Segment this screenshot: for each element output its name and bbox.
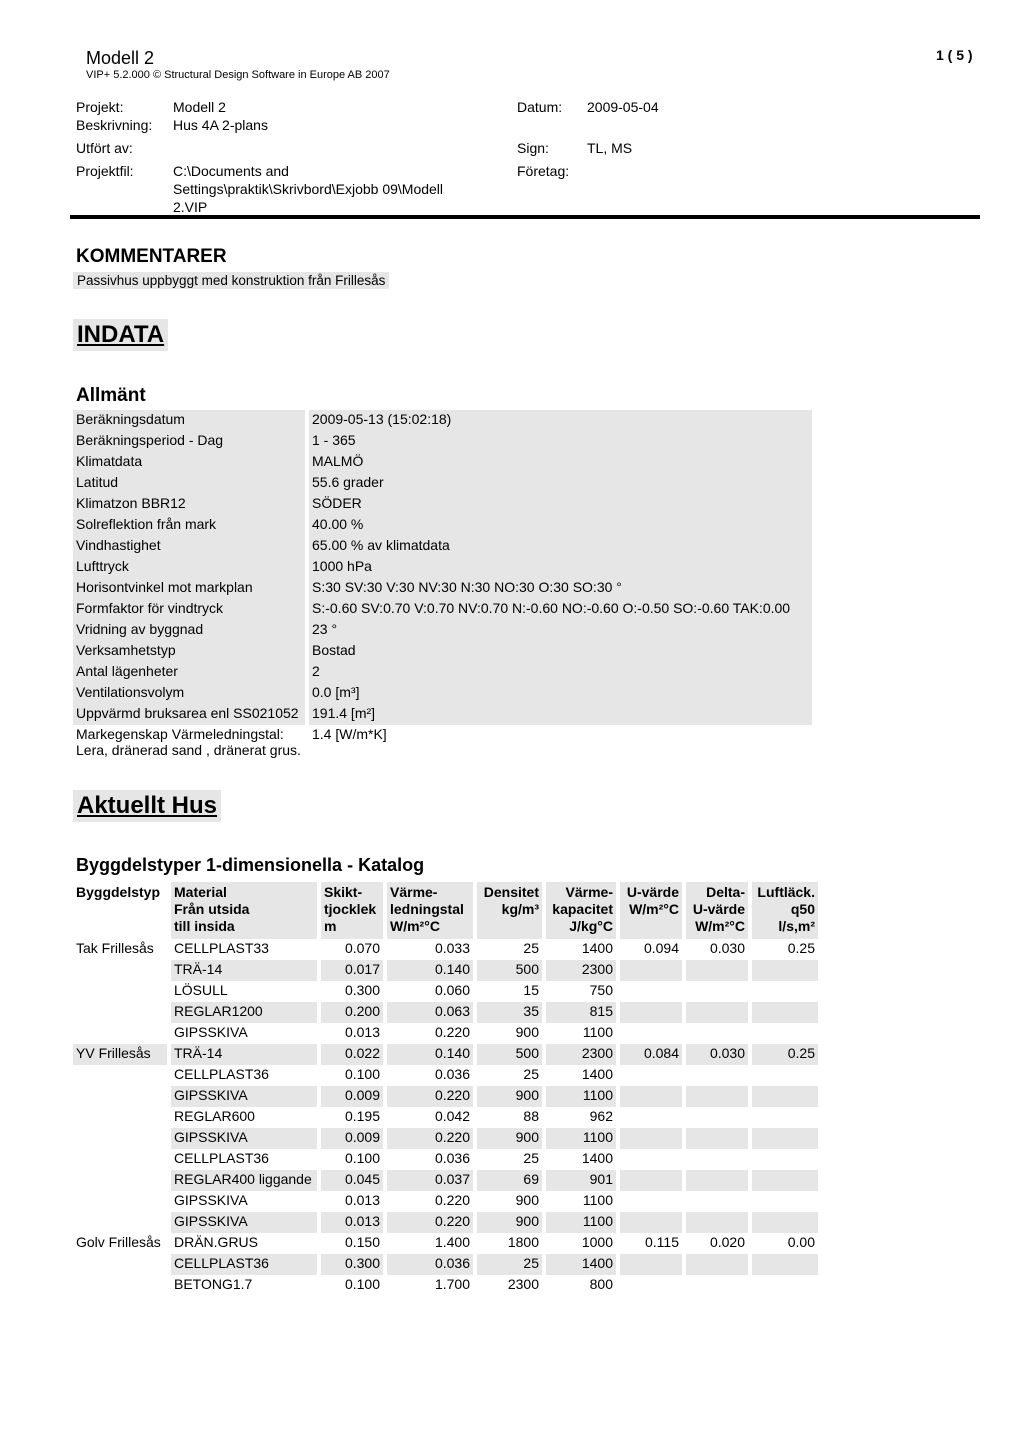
- value-cell: 1.400: [387, 1233, 477, 1254]
- value-cell: 500: [477, 1044, 546, 1065]
- value-cell: 88: [477, 1107, 546, 1128]
- value-cell: [620, 1002, 686, 1023]
- katalog-header-line: Värme-: [565, 884, 613, 900]
- allmant-key: [73, 494, 309, 515]
- datum-value: 2009-05-04: [587, 99, 659, 115]
- allmant-row: [73, 641, 812, 662]
- allmant-row: [73, 494, 812, 515]
- value-cell: 900: [477, 1212, 546, 1233]
- foretag-label: Företag:: [517, 163, 570, 179]
- value-cell: 15: [477, 981, 546, 1002]
- value-cell: [752, 1002, 822, 1023]
- value-cell: 0.022: [321, 1044, 387, 1065]
- katalog-column-header: [73, 882, 171, 939]
- projektfil-label: Projektfil:: [76, 163, 134, 179]
- value-cell: 0.140: [387, 1044, 477, 1065]
- katalog-header-line: tjocklek: [324, 901, 377, 917]
- allmant-value: 1 - 365: [309, 431, 812, 452]
- value-cell: 0.013: [321, 1212, 387, 1233]
- allmant-key: [73, 557, 309, 578]
- byggdelstyp-cell: [73, 1212, 171, 1233]
- value-cell: 500: [477, 960, 546, 981]
- material-cell: REGLAR400 liggande: [171, 1170, 321, 1191]
- value-cell: [686, 981, 752, 1002]
- byggdelstyp-cell: Golv Frillesås: [73, 1233, 171, 1254]
- value-cell: [752, 1254, 822, 1275]
- byggdelstyp-cell: [73, 1065, 171, 1086]
- allmant-key-text: Solreflektion från mark: [76, 516, 217, 532]
- sign-label: Sign:: [517, 140, 549, 156]
- value-cell: 800: [546, 1275, 620, 1296]
- allmant-value: 55.6 grader: [309, 473, 812, 494]
- katalog-header-line: l/s,m²: [778, 918, 815, 934]
- value-cell: 2300: [546, 960, 620, 981]
- katalog-header-line: Värme-: [390, 884, 438, 900]
- allmant-value: 0.0 [m³]: [309, 683, 812, 704]
- allmant-key: [73, 515, 309, 536]
- katalog-header-line: kapacitet: [552, 901, 613, 917]
- value-cell: [686, 1191, 752, 1212]
- allmant-row: [73, 704, 812, 725]
- material-cell: GIPSSKIVA: [171, 1212, 321, 1233]
- value-cell: [686, 1170, 752, 1191]
- byggdelstyp-cell: [73, 1128, 171, 1149]
- allmant-key-text: Beräkningsperiod - Dag: [76, 432, 224, 448]
- allmant-key-text: Beräkningsdatum: [76, 411, 185, 427]
- material-cell: REGLAR600: [171, 1107, 321, 1128]
- allmant-key: [73, 620, 309, 641]
- value-cell: [752, 1275, 822, 1296]
- allmant-key: [73, 452, 309, 473]
- allmant-row: [73, 725, 812, 759]
- value-cell: 0.200: [321, 1002, 387, 1023]
- value-cell: 2300: [546, 1044, 620, 1065]
- katalog-row: [73, 1233, 822, 1254]
- value-cell: 0.009: [321, 1086, 387, 1107]
- allmant-key-text: Verksamhetstyp: [76, 642, 176, 658]
- allmant-key-text: Latitud: [76, 474, 119, 490]
- software-credit: VIP+ 5.2.000 © Structural Design Software in Europe AB 2007: [86, 69, 390, 81]
- byggdelstyp-cell: [73, 1275, 171, 1296]
- value-cell: 1400: [546, 1065, 620, 1086]
- katalog-column-header: [387, 882, 477, 939]
- katalog-heading: Byggdelstyper 1-dimensionella - Katalog: [76, 855, 425, 875]
- allmant-key: [73, 704, 309, 725]
- value-cell: [686, 1065, 752, 1086]
- value-cell: 2300: [477, 1275, 546, 1296]
- kommentarer-heading: KOMMENTARER: [76, 246, 227, 267]
- value-cell: [620, 1191, 686, 1212]
- value-cell: 0.013: [321, 1191, 387, 1212]
- value-cell: 0.300: [321, 981, 387, 1002]
- katalog-header-line: U-värde: [692, 901, 745, 917]
- allmant-key: [73, 431, 309, 452]
- value-cell: [620, 1023, 686, 1044]
- allmant-value: MALMÖ: [309, 452, 812, 473]
- katalog-header-line: Material: [174, 884, 227, 900]
- value-cell: 1100: [546, 1023, 620, 1044]
- byggdelstyp-cell: [73, 1191, 171, 1212]
- material-cell: LÖSULL: [171, 981, 321, 1002]
- katalog-row: [73, 1002, 822, 1023]
- katalog-row: [73, 960, 822, 981]
- value-cell: [686, 1128, 752, 1149]
- value-cell: [620, 1107, 686, 1128]
- allmant-key: [73, 599, 309, 620]
- value-cell: [686, 1254, 752, 1275]
- allmant-key-text: Horisontvinkel mot markplan: [76, 579, 253, 595]
- value-cell: 0.25: [752, 939, 822, 960]
- byggdelstyp-cell: [73, 981, 171, 1002]
- value-cell: [686, 1107, 752, 1128]
- allmant-row: [73, 431, 812, 452]
- katalog-header-line: Densitet: [483, 884, 539, 900]
- header-divider: [70, 215, 980, 219]
- katalog-row: [73, 1254, 822, 1275]
- value-cell: [686, 1275, 752, 1296]
- value-cell: 1400: [546, 939, 620, 960]
- material-cell: BETONG1.7: [171, 1275, 321, 1296]
- value-cell: 962: [546, 1107, 620, 1128]
- katalog-header-line: q50: [790, 901, 815, 917]
- value-cell: 1100: [546, 1212, 620, 1233]
- byggdelstyp-cell: [73, 960, 171, 981]
- value-cell: [752, 1107, 822, 1128]
- katalog-header-line: U-värde: [626, 884, 679, 900]
- allmant-key-text: Lufttryck: [76, 558, 129, 574]
- value-cell: [752, 1191, 822, 1212]
- allmant-key: [73, 662, 309, 683]
- byggdelstyp-cell: YV Frillesås: [73, 1044, 171, 1065]
- value-cell: 0.033: [387, 939, 477, 960]
- value-cell: [686, 960, 752, 981]
- allmant-key-text: Klimatzon BBR12: [76, 495, 186, 511]
- value-cell: 0.25: [752, 1044, 822, 1065]
- value-cell: [752, 1128, 822, 1149]
- value-cell: 25: [477, 1254, 546, 1275]
- katalog-table: [73, 882, 822, 1296]
- katalog-header-line: W/m²°C: [695, 918, 745, 934]
- value-cell: 1.700: [387, 1275, 477, 1296]
- value-cell: 0.100: [321, 1149, 387, 1170]
- katalog-row: [73, 1149, 822, 1170]
- value-cell: 1000: [546, 1233, 620, 1254]
- value-cell: [686, 1023, 752, 1044]
- allmant-value: S:-0.60 SV:0.70 V:0.70 NV:0.70 N:-0.60 NO:-0.60 O:-0.50 SO:-0.60 TAK:0.00: [309, 599, 812, 620]
- katalog-header-line: Luftläck.: [757, 884, 815, 900]
- katalog-row: [73, 1023, 822, 1044]
- value-cell: 0.220: [387, 1086, 477, 1107]
- katalog-header-line: kg/m³: [501, 901, 539, 917]
- value-cell: 0.00: [752, 1233, 822, 1254]
- byggdelstyp-cell: [73, 1023, 171, 1044]
- allmant-row: [73, 599, 812, 620]
- material-cell: REGLAR1200: [171, 1002, 321, 1023]
- allmant-key-text: Antal lägenheter: [76, 663, 178, 679]
- allmant-key: [73, 410, 309, 431]
- material-cell: CELLPLAST36: [171, 1149, 321, 1170]
- byggdelstyp-cell: [73, 1170, 171, 1191]
- value-cell: 1100: [546, 1086, 620, 1107]
- value-cell: 0.013: [321, 1023, 387, 1044]
- value-cell: [620, 1212, 686, 1233]
- value-cell: 900: [477, 1086, 546, 1107]
- byggdelstyp-cell: [73, 1107, 171, 1128]
- value-cell: 1800: [477, 1233, 546, 1254]
- katalog-column-header: [686, 882, 752, 939]
- material-cell: GIPSSKIVA: [171, 1023, 321, 1044]
- value-cell: 0.220: [387, 1191, 477, 1212]
- material-cell: DRÄN.GRUS: [171, 1233, 321, 1254]
- value-cell: [620, 1149, 686, 1170]
- katalog-row: [73, 1107, 822, 1128]
- value-cell: 35: [477, 1002, 546, 1023]
- katalog-header-line: Skikt-: [324, 884, 363, 900]
- allmant-value: 191.4 [m²]: [309, 704, 812, 725]
- value-cell: [752, 1023, 822, 1044]
- katalog-column-header: [752, 882, 822, 939]
- value-cell: 900: [477, 1128, 546, 1149]
- allmant-key: [73, 683, 309, 704]
- value-cell: 1100: [546, 1191, 620, 1212]
- allmant-heading: Allmänt: [76, 385, 146, 406]
- katalog-row: [73, 939, 822, 960]
- value-cell: 0.009: [321, 1128, 387, 1149]
- value-cell: 0.220: [387, 1023, 477, 1044]
- allmant-key-text: Vridning av byggnad: [76, 621, 204, 637]
- aktuellt-hus-heading: Aktuellt Hus: [73, 790, 221, 822]
- projektfil-value: [173, 162, 443, 216]
- value-cell: [752, 981, 822, 1002]
- value-cell: [752, 1065, 822, 1086]
- value-cell: 0.060: [387, 981, 477, 1002]
- value-cell: [620, 960, 686, 981]
- allmant-value: 40.00 %: [309, 515, 812, 536]
- allmant-key-text: Formfaktor för vindtryck: [76, 600, 224, 616]
- allmant-key-text: Uppvärmd bruksarea enl SS021052: [76, 705, 299, 721]
- allmant-row: [73, 410, 812, 431]
- value-cell: [752, 1212, 822, 1233]
- value-cell: 1400: [546, 1254, 620, 1275]
- katalog-row: [73, 1212, 822, 1233]
- allmant-key: [73, 641, 309, 662]
- value-cell: 25: [477, 1149, 546, 1170]
- allmant-value: 2: [309, 662, 812, 683]
- beskrivning-value: Hus 4A 2-plans: [173, 117, 268, 133]
- value-cell: 0.063: [387, 1002, 477, 1023]
- allmant-row: [73, 662, 812, 683]
- value-cell: [752, 960, 822, 981]
- value-cell: 1100: [546, 1128, 620, 1149]
- allmant-key-text: Klimatdata: [76, 453, 143, 469]
- allmant-row: [73, 452, 812, 473]
- value-cell: 25: [477, 1065, 546, 1086]
- material-cell: GIPSSKIVA: [171, 1128, 321, 1149]
- katalog-column-header: [321, 882, 387, 939]
- katalog-header-line: till insida: [174, 918, 235, 934]
- allmant-key: [73, 725, 309, 759]
- value-cell: 0.037: [387, 1170, 477, 1191]
- value-cell: 750: [546, 981, 620, 1002]
- katalog-header-line: m: [324, 918, 337, 934]
- indata-heading: INDATA: [73, 319, 168, 351]
- byggdelstyp-cell: [73, 1086, 171, 1107]
- katalog-column-header: [546, 882, 620, 939]
- allmant-row: [73, 683, 812, 704]
- projekt-label: Projekt:: [76, 99, 124, 115]
- value-cell: [686, 1212, 752, 1233]
- projektfil-line: Settings\praktik\Skrivbord\Exjobb 09\Modell: [173, 181, 444, 197]
- katalog-column-header: [171, 882, 321, 939]
- value-cell: 900: [477, 1191, 546, 1212]
- value-cell: 0.036: [387, 1149, 477, 1170]
- allmant-row: [73, 536, 812, 557]
- allmant-value: Bostad: [309, 641, 812, 662]
- katalog-header-line: Byggdelstyp: [76, 884, 161, 900]
- value-cell: 0.030: [686, 1044, 752, 1065]
- value-cell: [620, 1065, 686, 1086]
- value-cell: 0.094: [620, 939, 686, 960]
- allmant-key-text: Vindhastighet: [76, 537, 161, 553]
- value-cell: 0.300: [321, 1254, 387, 1275]
- material-cell: TRÄ-14: [171, 960, 321, 981]
- value-cell: 0.017: [321, 960, 387, 981]
- projektfil-line: C:\Documents and: [173, 163, 289, 179]
- value-cell: [686, 1086, 752, 1107]
- projekt-value: Modell 2: [173, 99, 226, 115]
- material-cell: TRÄ-14: [171, 1044, 321, 1065]
- utfort-label: Utfört av:: [76, 140, 133, 156]
- allmant-key-text: Markegenskap Värmeledningstal:: [76, 726, 284, 742]
- katalog-header-line: W/m²°C: [390, 918, 440, 934]
- value-cell: [752, 1086, 822, 1107]
- value-cell: [620, 1128, 686, 1149]
- value-cell: 0.100: [321, 1275, 387, 1296]
- allmant-row: [73, 515, 812, 536]
- katalog-row: [73, 1170, 822, 1191]
- value-cell: 900: [477, 1023, 546, 1044]
- value-cell: 0.036: [387, 1254, 477, 1275]
- document-title: Modell 2: [86, 48, 155, 68]
- allmant-key: [73, 578, 309, 599]
- value-cell: [620, 981, 686, 1002]
- value-cell: 815: [546, 1002, 620, 1023]
- value-cell: 0.042: [387, 1107, 477, 1128]
- value-cell: 69: [477, 1170, 546, 1191]
- value-cell: 0.084: [620, 1044, 686, 1065]
- katalog-row: [73, 981, 822, 1002]
- allmant-value: SÖDER: [309, 494, 812, 515]
- allmant-key: [73, 536, 309, 557]
- value-cell: [686, 1002, 752, 1023]
- allmant-value: 1.4 [W/m*K]: [312, 726, 387, 742]
- material-cell: CELLPLAST36: [171, 1065, 321, 1086]
- value-cell: 0.115: [620, 1233, 686, 1254]
- value-cell: 0.220: [387, 1212, 477, 1233]
- allmant-key-text-2: Lera, dränerad sand , dränerat grus.: [76, 742, 301, 758]
- katalog-header-line: J/kg°C: [569, 918, 613, 934]
- datum-label: Datum:: [517, 99, 563, 115]
- value-cell: 0.045: [321, 1170, 387, 1191]
- allmant-value: 2009-05-13 (15:02:18): [309, 410, 812, 431]
- value-cell: [752, 1170, 822, 1191]
- katalog-column-header: [620, 882, 686, 939]
- value-cell: 0.195: [321, 1107, 387, 1128]
- allmant-value: 65.00 % av klimatdata: [309, 536, 812, 557]
- allmant-row: [73, 620, 812, 641]
- value-cell: 0.220: [387, 1128, 477, 1149]
- byggdelstyp-cell: [73, 1149, 171, 1170]
- value-cell: [620, 1086, 686, 1107]
- material-cell: GIPSSKIVA: [171, 1086, 321, 1107]
- value-cell: [752, 1149, 822, 1170]
- allmant-value: 23 °: [309, 620, 812, 641]
- value-cell: 0.100: [321, 1065, 387, 1086]
- value-cell: 25: [477, 939, 546, 960]
- value-cell: [686, 1149, 752, 1170]
- katalog-row: [73, 1191, 822, 1212]
- katalog-header-line: ledningstal: [390, 901, 464, 917]
- allmant-row: [73, 557, 812, 578]
- value-cell: 0.140: [387, 960, 477, 981]
- value-cell: 0.150: [321, 1233, 387, 1254]
- katalog-row: [73, 1086, 822, 1107]
- material-cell: CELLPLAST33: [171, 939, 321, 960]
- allmant-row: [73, 578, 812, 599]
- sign-value: TL, MS: [587, 140, 633, 156]
- katalog-header-line: W/m²°C: [629, 901, 679, 917]
- material-cell: CELLPLAST36: [171, 1254, 321, 1275]
- beskrivning-label: Beskrivning:: [76, 117, 153, 133]
- projektfil-line: 2.VIP: [173, 199, 208, 215]
- value-cell: 1400: [546, 1149, 620, 1170]
- byggdelstyp-cell: [73, 1002, 171, 1023]
- allmant-value: S:30 SV:30 V:30 NV:30 N:30 NO:30 O:30 SO:30 °: [309, 578, 812, 599]
- katalog-header-line: Från utsida: [174, 901, 250, 917]
- allmant-key-text: Ventilationsvolym: [76, 684, 185, 700]
- value-cell: 0.036: [387, 1065, 477, 1086]
- byggdelstyp-cell: [73, 1254, 171, 1275]
- value-cell: [620, 1170, 686, 1191]
- katalog-column-header: [477, 882, 546, 939]
- allmant-key: [73, 473, 309, 494]
- kommentar-text: Passivhus uppbyggt med konstruktion från Frillesås: [73, 272, 389, 289]
- value-cell: 0.020: [686, 1233, 752, 1254]
- katalog-header-line: Delta-: [706, 884, 745, 900]
- value-cell: [620, 1275, 686, 1296]
- byggdelstyp-cell: Tak Frillesås: [73, 939, 171, 960]
- katalog-row: [73, 1065, 822, 1086]
- allmant-row: [73, 473, 812, 494]
- value-cell: [620, 1254, 686, 1275]
- katalog-row: [73, 1044, 822, 1065]
- allmant-value: 1000 hPa: [309, 557, 812, 578]
- katalog-row: [73, 1275, 822, 1296]
- page-number: 1 ( 5 ): [936, 47, 973, 63]
- katalog-row: [73, 1128, 822, 1149]
- value-cell: 0.070: [321, 939, 387, 960]
- material-cell: GIPSSKIVA: [171, 1191, 321, 1212]
- value-cell: 901: [546, 1170, 620, 1191]
- allmant-table: [73, 410, 812, 759]
- value-cell: 0.030: [686, 939, 752, 960]
